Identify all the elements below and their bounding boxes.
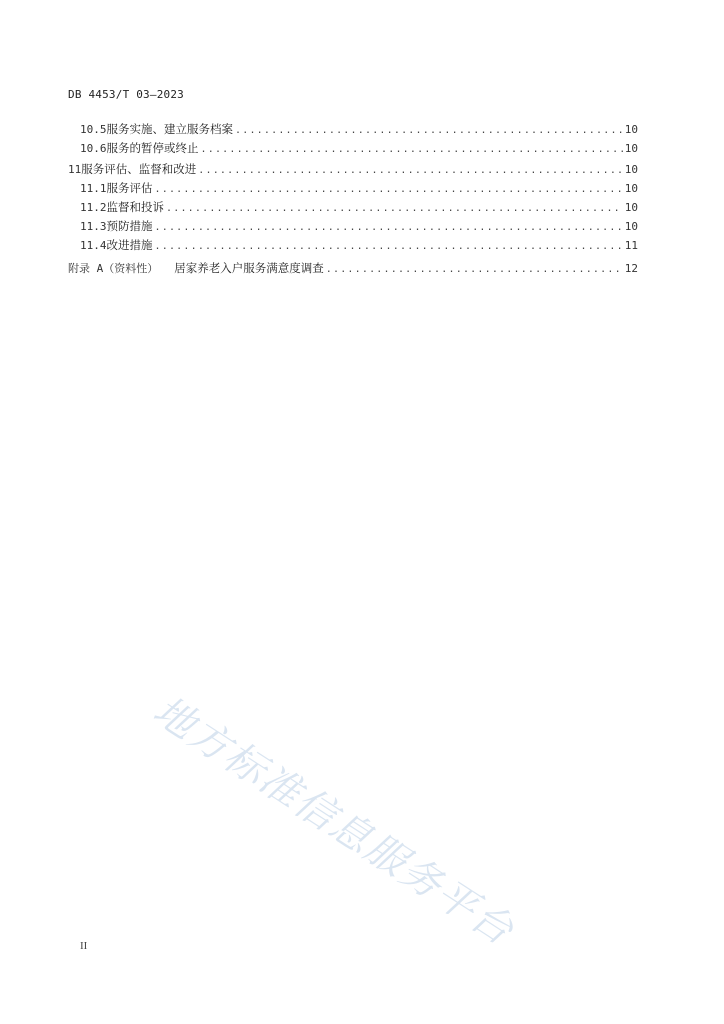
- toc-entry-title: 监督和投诉: [106, 200, 164, 214]
- toc-entry-page: 10: [624, 123, 638, 136]
- toc-entry-number: 11: [68, 163, 82, 176]
- toc-entry-number: 11.1: [80, 182, 107, 195]
- toc-entry-page: 10: [624, 220, 638, 233]
- toc-entry[interactable]: [68, 139, 638, 158]
- toc-entry-number: 10.5: [80, 123, 107, 136]
- table-of-contents: [68, 120, 638, 278]
- toc-dot-leader: [235, 121, 623, 140]
- toc-entry-page: 11: [624, 239, 638, 252]
- watermark: 地方标准信息服务平台: [145, 687, 523, 955]
- toc-dot-leader: [155, 180, 623, 199]
- toc-entry-appendix[interactable]: [68, 259, 638, 278]
- toc-dot-leader: [198, 161, 623, 180]
- page-number: II: [80, 940, 88, 952]
- toc-dot-leader: [155, 218, 623, 237]
- toc-entry-title: 居家养老入户服务满意度调查: [174, 261, 324, 275]
- toc-entry-number: 11.2: [80, 201, 107, 214]
- toc-dot-leader: [166, 199, 623, 218]
- toc-entry-page: 10: [624, 163, 638, 176]
- toc-entry-title: 预防措施: [106, 219, 153, 233]
- toc-entry-title: 服务的暂停或终止: [106, 141, 199, 155]
- toc-entry-number: 11.3: [80, 220, 107, 233]
- toc-entry-number: 11.4: [80, 239, 107, 252]
- toc-entry-page: 10: [624, 142, 638, 155]
- toc-entry-title: 服务评估、监督和改进: [81, 162, 197, 176]
- toc-entry-number: 附录 A（资料性）: [68, 262, 159, 275]
- toc-dot-leader: [155, 237, 623, 256]
- toc-entry-page: 10: [624, 201, 638, 214]
- toc-entry[interactable]: [68, 217, 638, 236]
- toc-entry-number: 10.6: [80, 142, 107, 155]
- toc-entry-title: 改进措施: [106, 238, 153, 252]
- toc-dot-leader: [326, 260, 623, 279]
- document-code: DB 4453/T 03—2023: [68, 88, 184, 101]
- toc-dot-leader: [201, 140, 623, 159]
- toc-entry-title: 服务实施、建立服务档案: [106, 122, 233, 136]
- toc-entry-page: 10: [624, 182, 638, 195]
- toc-entry-title: 服务评估: [106, 181, 153, 195]
- toc-entry[interactable]: [68, 198, 638, 217]
- toc-entry[interactable]: [68, 120, 638, 139]
- toc-entry[interactable]: [68, 179, 638, 198]
- toc-entry[interactable]: [68, 160, 638, 179]
- toc-entry[interactable]: [68, 236, 638, 255]
- toc-entry-page: 12: [624, 262, 638, 275]
